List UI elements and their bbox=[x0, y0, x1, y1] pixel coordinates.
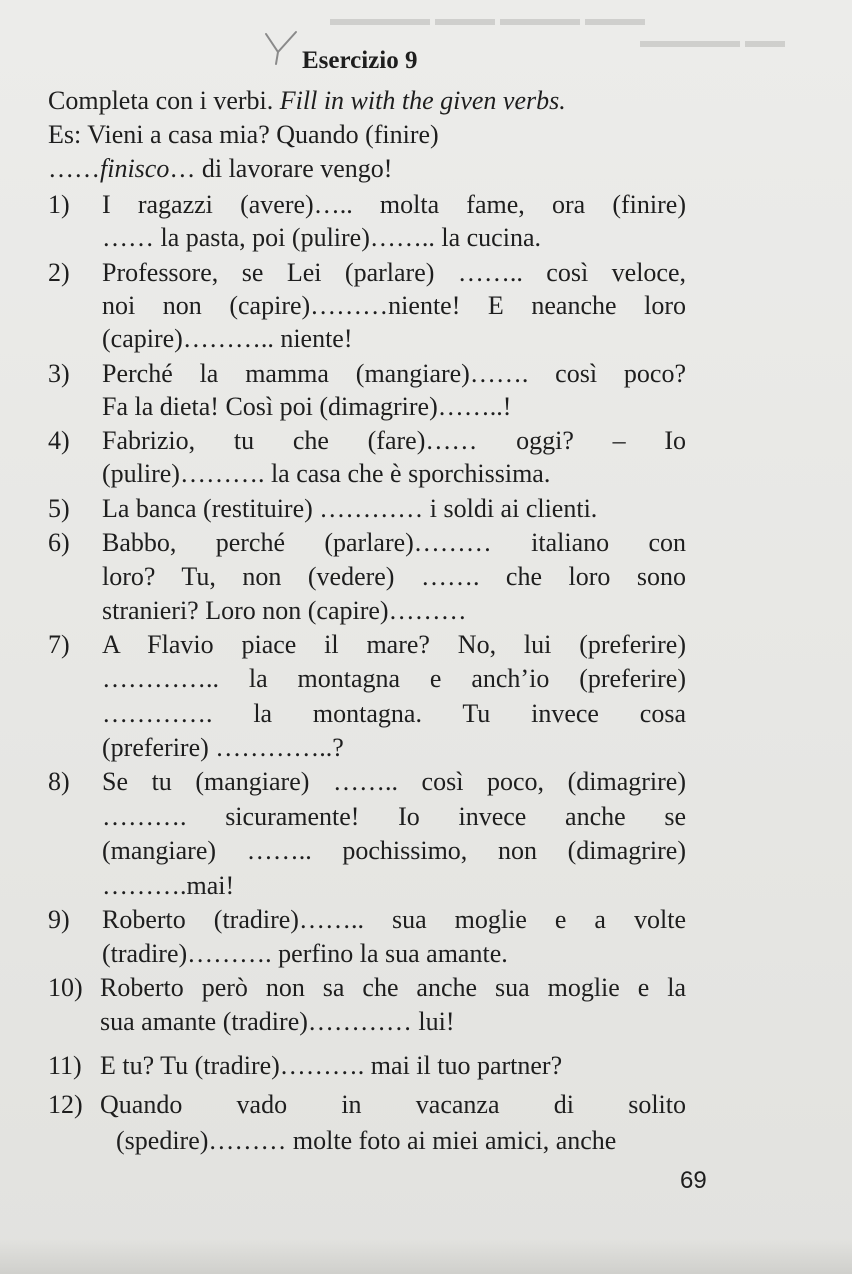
bleed-through-shadow: ▬▬ ▬▬▬▬▬ bbox=[640, 30, 785, 52]
exercise-line: (mangiare) …….. pochissimo, non (dimagrire) bbox=[102, 836, 686, 865]
exercise-line: Roberto (tradire)…….. sua moglie e a volte bbox=[102, 905, 686, 934]
exercise-line: (spedire)……… molte foto ai miei amici, anche bbox=[116, 1126, 617, 1155]
instruction-italian: Completa con i verbi. bbox=[48, 86, 280, 115]
exercise-line: …… la pasta, poi (pulire)…….. la cucina. bbox=[102, 223, 541, 252]
exercise-line: ……….mai! bbox=[102, 871, 235, 900]
exercise-title: Esercizio 9 bbox=[302, 47, 418, 74]
example-line-2: ……finisco… di lavorare vengo! bbox=[48, 154, 393, 183]
exercise-line: noi non (capire)………niente! E neanche loro bbox=[102, 291, 686, 320]
instruction-english: Fill in with the given verbs. bbox=[279, 86, 566, 115]
exercise-number: 1) bbox=[48, 190, 70, 219]
exercise-line: Perché la mamma (mangiare)……. così poco? bbox=[102, 359, 686, 388]
exercise-line: E tu? Tu (tradire)………. mai il tuo partner? bbox=[100, 1051, 563, 1080]
exercise-line: loro? Tu, non (vedere) ……. che loro sono bbox=[102, 562, 686, 591]
exercise-line: (tradire)………. perfino la sua amante. bbox=[102, 939, 508, 968]
exercise-line: ………. sicuramente! Io invece anche se bbox=[102, 802, 686, 831]
page-bottom-shadow bbox=[0, 1238, 852, 1274]
exercise-line: A Flavio piace il mare? No, lui (preferire) bbox=[102, 630, 686, 659]
exercise-number: 9) bbox=[48, 905, 70, 934]
exercise-number: 7) bbox=[48, 630, 70, 659]
exercise-line: (preferire) …………..? bbox=[102, 733, 344, 762]
page-number: 69 bbox=[680, 1167, 707, 1194]
exercise-line: Fabrizio, tu che (fare)…… oggi? – Io bbox=[102, 426, 686, 455]
exercise-line: …………. la montagna. Tu invece cosa bbox=[102, 699, 686, 728]
exercise-number: 4) bbox=[48, 426, 70, 455]
exercise-line: Quando vado in vacanza di solito bbox=[100, 1090, 686, 1119]
exercise-number: 12) bbox=[48, 1090, 83, 1119]
exercise-line: Professore, se Lei (parlare) …….. così veloce, bbox=[102, 258, 686, 287]
exercise-number: 2) bbox=[48, 258, 70, 287]
exercise-line: I ragazzi (avere)….. molta fame, ora (finire) bbox=[102, 190, 686, 219]
exercise-line: Fa la dieta! Così poi (dimagrire)……..! bbox=[102, 392, 512, 421]
example-line-1: Es: Vieni a casa mia? Quando (finire) bbox=[48, 120, 439, 149]
exercise-number: 3) bbox=[48, 359, 70, 388]
exercise-line: stranieri? Loro non (capire)……… bbox=[102, 596, 467, 625]
bleed-through-shadow: ▬▬▬ ▬▬▬▬ ▬▬▬ ▬▬▬▬▬ bbox=[330, 8, 645, 30]
exercise-line: Se tu (mangiare) …….. così poco, (dimagrire) bbox=[102, 767, 686, 796]
exercise-number: 11) bbox=[48, 1051, 82, 1080]
exercise-line: (pulire)………. la casa che è sporchissima. bbox=[102, 459, 551, 488]
exercise-line: ………….. la montagna e anch’io (preferire) bbox=[102, 664, 686, 693]
pen-checkmark-icon bbox=[262, 30, 302, 66]
exercise-line: Roberto però non sa che anche sua moglie e la bbox=[100, 973, 686, 1002]
exercise-line: Babbo, perché (parlare)……… italiano con bbox=[102, 528, 686, 557]
exercise-number: 8) bbox=[48, 767, 70, 796]
exercise-line: (capire)……….. niente! bbox=[102, 324, 353, 353]
exercise-number: 10) bbox=[48, 973, 83, 1002]
exercise-line: sua amante (tradire)………… lui! bbox=[100, 1007, 455, 1036]
exercise-line: La banca (restituire) ………… i soldi ai clienti. bbox=[102, 494, 598, 523]
instruction bbox=[48, 84, 566, 118]
exercise-number: 6) bbox=[48, 528, 70, 557]
exercise-number: 5) bbox=[48, 494, 70, 523]
example-answer: finisco bbox=[100, 154, 170, 183]
